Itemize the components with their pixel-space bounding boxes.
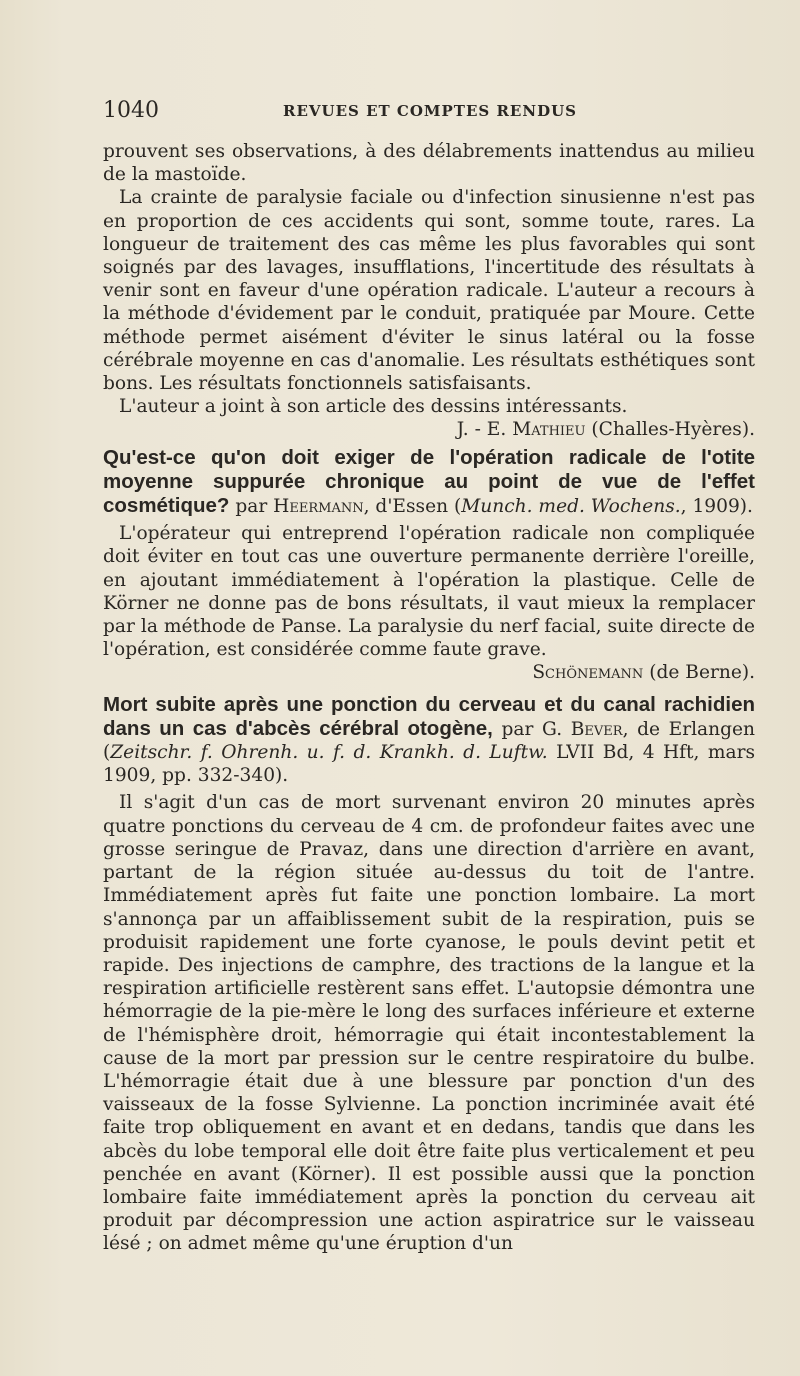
review1-signature bbox=[103, 418, 755, 441]
review2-body: L'opérateur qui entreprend l'opération radicale non compliquée doit éviter en tout cas une ouverture permanente derrière l'oreille, en ajoutant immédiatement à l'opération la plastique. Celle de Körner ne donne pas de bons résultats, il vaut mieux la remplacer par la méthode de Panse. La paralysie du nerf facial, suite directe de l'opération, est considérée comme faute grave. bbox=[103, 523, 755, 661]
signature-place: (Challes-Hyères). bbox=[585, 419, 755, 441]
review3-body: Il s'agit d'un cas de mort survenant environ 20 minutes après quatre ponctions du cerveau de 4 cm. de profondeur faites avec une grosse seringue de Pravaz, dans une direction d'arrière en avant, partant de la région située au-dessus du toit de l'antre. Immédiatement après fut faite une ponction lombaire. La mort s'annonça par un affaiblissement subit de la respiration, puis se produisit rapidement une forte cyanose, le pouls devint petit et rapide. Des injections de camphre, des tractions de la langue et la respiration artificielle restèrent sans effet. L'autopsie démontra une hémorragie de la pie-mère le long des surfaces inférieure et externe de l'hémisphère droit, hémorragie qui était incontestablement la cause de la mort par pression sur le centre respiratoire du bulbe. L'hémorragie était due à une blessure par ponction d'un des vaisseaux de la fosse Sylvienne. La ponction incriminée avait été faite trop obliquement en avant et en dedans, tandis que dans les abcès du lobe temporal elle doit être faite plus verticalement et peu penchée en avant (Körner). Il est possible aussi que la ponction lombaire faite immédiatement après la ponction du cerveau ait produit par décompression une action aspiratrice sur le vaisseau lésé ; on admet même qu'une éruption d'un bbox=[103, 792, 755, 1255]
signature-name: Schönemann bbox=[532, 662, 644, 684]
review2-by: par bbox=[229, 496, 274, 518]
review1-paragraph: La crainte de paralysie faciale ou d'infection sinusienne n'est pas en proportion de ces accidents qui sont, somme toute, rares. La longueur de traitement des cas même les plus favorables qui sont soignés par des lavages, insufflations, l'incertitude des résultats à venir sont en faveur d'une opération radicale. L'auteur a recours à la méthode d'évidement par le conduit, pratiquée par Moure. Cette méthode permet aisément d'éviter le sinus latéral ou la fosse cérébrale moyenne en cas d'anomalie. Les résultats esthétiques sont bons. Les résultats fonctionnels satisfaisants. bbox=[103, 187, 755, 395]
page-header bbox=[103, 98, 740, 128]
review2-author: Heermann bbox=[273, 496, 364, 518]
page-number: 1040 bbox=[103, 98, 159, 123]
review3-city: , de Erlangen ( bbox=[103, 718, 755, 764]
review2-heading bbox=[103, 446, 755, 519]
review3-title: Mort subite après une ponction du cerveau et du canal rachidien dans un cas d'abcès cérébral otogène, bbox=[103, 692, 755, 740]
page-body bbox=[103, 140, 755, 1256]
review2-city: , d'Essen ( bbox=[363, 496, 462, 518]
review3-author: Bever bbox=[570, 718, 623, 740]
review2-signature bbox=[103, 661, 755, 684]
review2-title: Qu'est-ce qu'on doit exiger de l'opération radicale de l'otite moyenne suppurée chronique au point de vue de l'effet cosmétique? bbox=[103, 445, 755, 518]
review3-by: par G. bbox=[492, 718, 571, 740]
review3-journal: Zeitschr. f. Ohrenh. u. f. d. Krankh. d. Luftw. bbox=[110, 742, 548, 764]
review1-continuation: prouvent ses observations, à des délabrements inattendus au milieu de la mastoïde. bbox=[103, 141, 755, 186]
signature-initials: J. - E. bbox=[456, 419, 513, 441]
review1-note: L'auteur a joint à son article des dessins intéressants. bbox=[119, 396, 628, 418]
signature-place: (de Berne). bbox=[643, 662, 755, 684]
review3-heading bbox=[103, 693, 755, 788]
review3-reference: LVII Bd, 4 Hft, mars 1909, pp. 332-340). bbox=[103, 742, 756, 787]
review2-journal: Munch. med. Wochens. bbox=[461, 496, 681, 518]
review2-year: , 1909). bbox=[680, 496, 753, 518]
running-title: REVUES ET COMPTES RENDUS bbox=[283, 102, 577, 120]
signature-name: Mathieu bbox=[512, 419, 586, 441]
